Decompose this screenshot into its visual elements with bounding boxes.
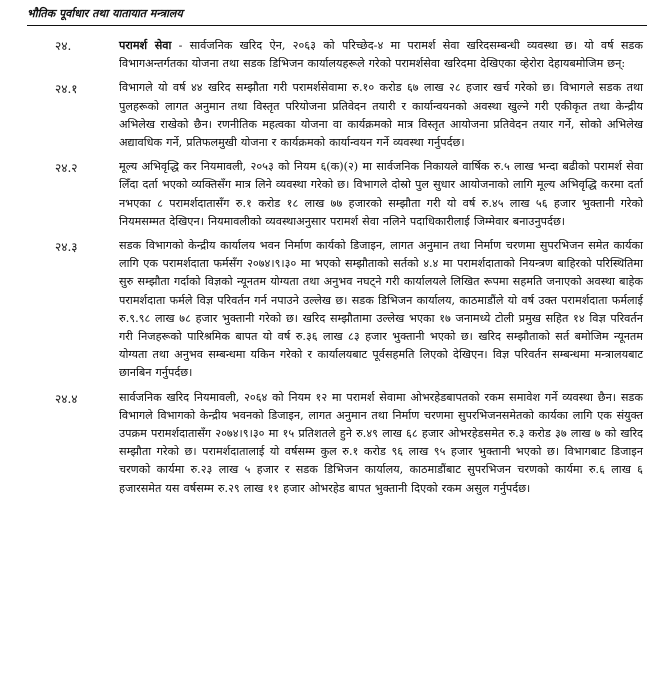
paragraph-body: - सार्वजनिक खरिद ऐन, २०६३ को परिच्छेद-४ मा परामर्श सेवा खरिदसम्बन्धी व्यवस्था छ। यो वर्ष सडक विभागअन्तर्गतका योजना तथा सडक डिभिजन कार्यालयहरूले गरेको परामर्शसेवा खरिदमा देखिएका व्हेरोरा देहायबमोजिम छन्: [119, 39, 644, 71]
paragraph-24 [55, 36, 643, 73]
paragraph-24-3 [55, 237, 643, 383]
paragraph-number: २४. [55, 39, 72, 53]
paragraph-text: विभागले यो वर्ष ४४ खरिद सम्झौता गरी परामर्शसेवामा रु.१० करोड ६७ लाख २८ हजार खर्च गरेको छ। विभागले सडक तथा पुलहरूको लागत अनुमान तथा विस्तृत परियोजना प्रतिवेदन तयारी र कार्यान्वयनको अवस्था खुल्ने गरी एकीकृत तथा केन्द्रीय अभिलेख राखेको छैन। रणनीतिक महत्वका योजना वा कार्यक्रमको मात्र विस्तृत आयोजना प्रतिवेदन तयार गर्ने, सोको अभिलेख अद्यावधिक गर्ने, प्रतिफलमुखी योजना र कार्यक्रमको कार्यान्वयन गर्ने व्यवस्था गर्नुपर्दछ। [119, 81, 643, 150]
paragraph-text: सडक विभागको केन्द्रीय कार्यालय भवन निर्माण कार्यको डिजाइन, लागत अनुमान तथा निर्माण चरणमा सुपरभिजन समेत कार्यका लागि एक परामर्शदाता फर्मसँग २०७४।९।३० मा भएको सम्झौताको सर्तको ४.४ मा परामर्शदाताको नियन्त्रण बाहिरको परिस्थितिमा सुरु सम्झौता गर्दाको विज्ञको न्यूनतम योग्यता तथा अनुभव नघट्ने गरी कार्यालयले लिखित रूपमा सहमति जनाएको अवस्था बाहेक परामर्शदाता फर्मले विज्ञ परिवर्तन गर्न नपाउने उल्लेख छ। सडक डिभिजन कार्यालय, काठमाडौंले यो वर्ष उक्त परामर्शदाता फर्मलाई रु.९.९८ लाख ७८ हजार भुक्तानी गरेको छ। खरिद सम्झौतामा उल्लेख भएका १७ जनामध्ये टोली प्रमुख सहित १४ विज्ञ परिवर्तन गरी निजहरूको पारिश्रमिक बापत यो वर्ष रु.३६ लाख ८३ हजार भुक्तानी भएको छ। खरिद सम्झौताको सर्त बमोजिम न्यूनतम योग्यता तथा अनुभव सम्बन्धमा यकिन गरेको र कार्यालयबाट पूर्वसहमति लिएको देखिएन। विज्ञ परिवर्तन सम्बन्धमा मन्त्रालयबाट छानबिन गर्नुपर्दछ। [119, 239, 643, 380]
paragraph-24-2 [55, 158, 643, 231]
paragraph-text [119, 36, 643, 73]
paragraph-text: मूल्य अभिवृद्धि कर नियमावली, २०५३ को नियम ६(क)(२) मा सार्वजनिक निकायले वार्षिक रु.५ लाख भन्दा बढीको परामर्श सेवा लिँदा दर्ता भएको व्यक्तिसँग मात्र लिने व्यवस्था गरेको छ। विभागले दोस्रो पुल सुधार आयोजनाको लागि मूल्य अभिवृद्धि करमा दर्ता नभएका ८ परामर्शदातासँग रु.१ करोड १८ लाख ७७ हजारको सम्झौता गरी यो वर्ष रु.४५ लाख ५६ हजार भुक्तानी गरेको नियमसम्मत देखिएन। नियमावलीको व्यवस्थाअनुसार परामर्श सेवा नलिने पदाधिकारीलाई जिम्मेवार बनाउनुपर्दछ। [119, 160, 643, 228]
paragraph-heading: परामर्श सेवा [119, 38, 172, 52]
paragraph-24-4 [55, 389, 643, 498]
paragraph-text: सार्वजनिक खरिद नियमावली, २०६४ को नियम १२ मा परामर्श सेवामा ओभरहेडबापतको रकम समावेश गर्ने व्यवस्था छैन। सडक विभागले विभागको केन्द्रीय भवनको डिजाइन, लागत अनुमान तथा निर्माण चरणमा सुपरभिजनसमेतको कार्यका लागि एक संयुक्त उपक्रम परामर्शदातासँग २०७४।९।३० मा १५ प्रतिशतले हुने रु.४९ लाख ६८ हजार ओभरहेडसमेत रु.३ करोड ३७ लाख ७ को खरिद सम्झौता गरेको छ। परामर्शदातालाई यो वर्षसम्म कुल रु.१ करोड ९६ लाख ९५ हजार भुक्तानी भएको छ। विभागबाट डिजाइन चरणको कार्यमा रु.२३ लाख ५ हजार र सडक डिभिजन कार्यालय, काठमाडौंबाट सुपरभिजन चरणको कार्यमा रु.६ लाख ६ हजारसमेत यस वर्षसम्म रु.२९ लाख ११ हजार ओभरहेड बापत भुक्तानी दिएको रकम असुल गर्नुपर्दछ। [119, 390, 643, 495]
paragraph-number: २४.२ [55, 161, 78, 176]
running-header: भौतिक पूर्वाधार तथा यातायात मन्त्रालय [27, 0, 647, 26]
paragraph-24-1 [55, 79, 643, 152]
paragraph-number: २४.३ [55, 240, 78, 255]
paragraph-number: २४.४ [55, 391, 78, 406]
paragraph-number: २४.१ [55, 82, 78, 97]
